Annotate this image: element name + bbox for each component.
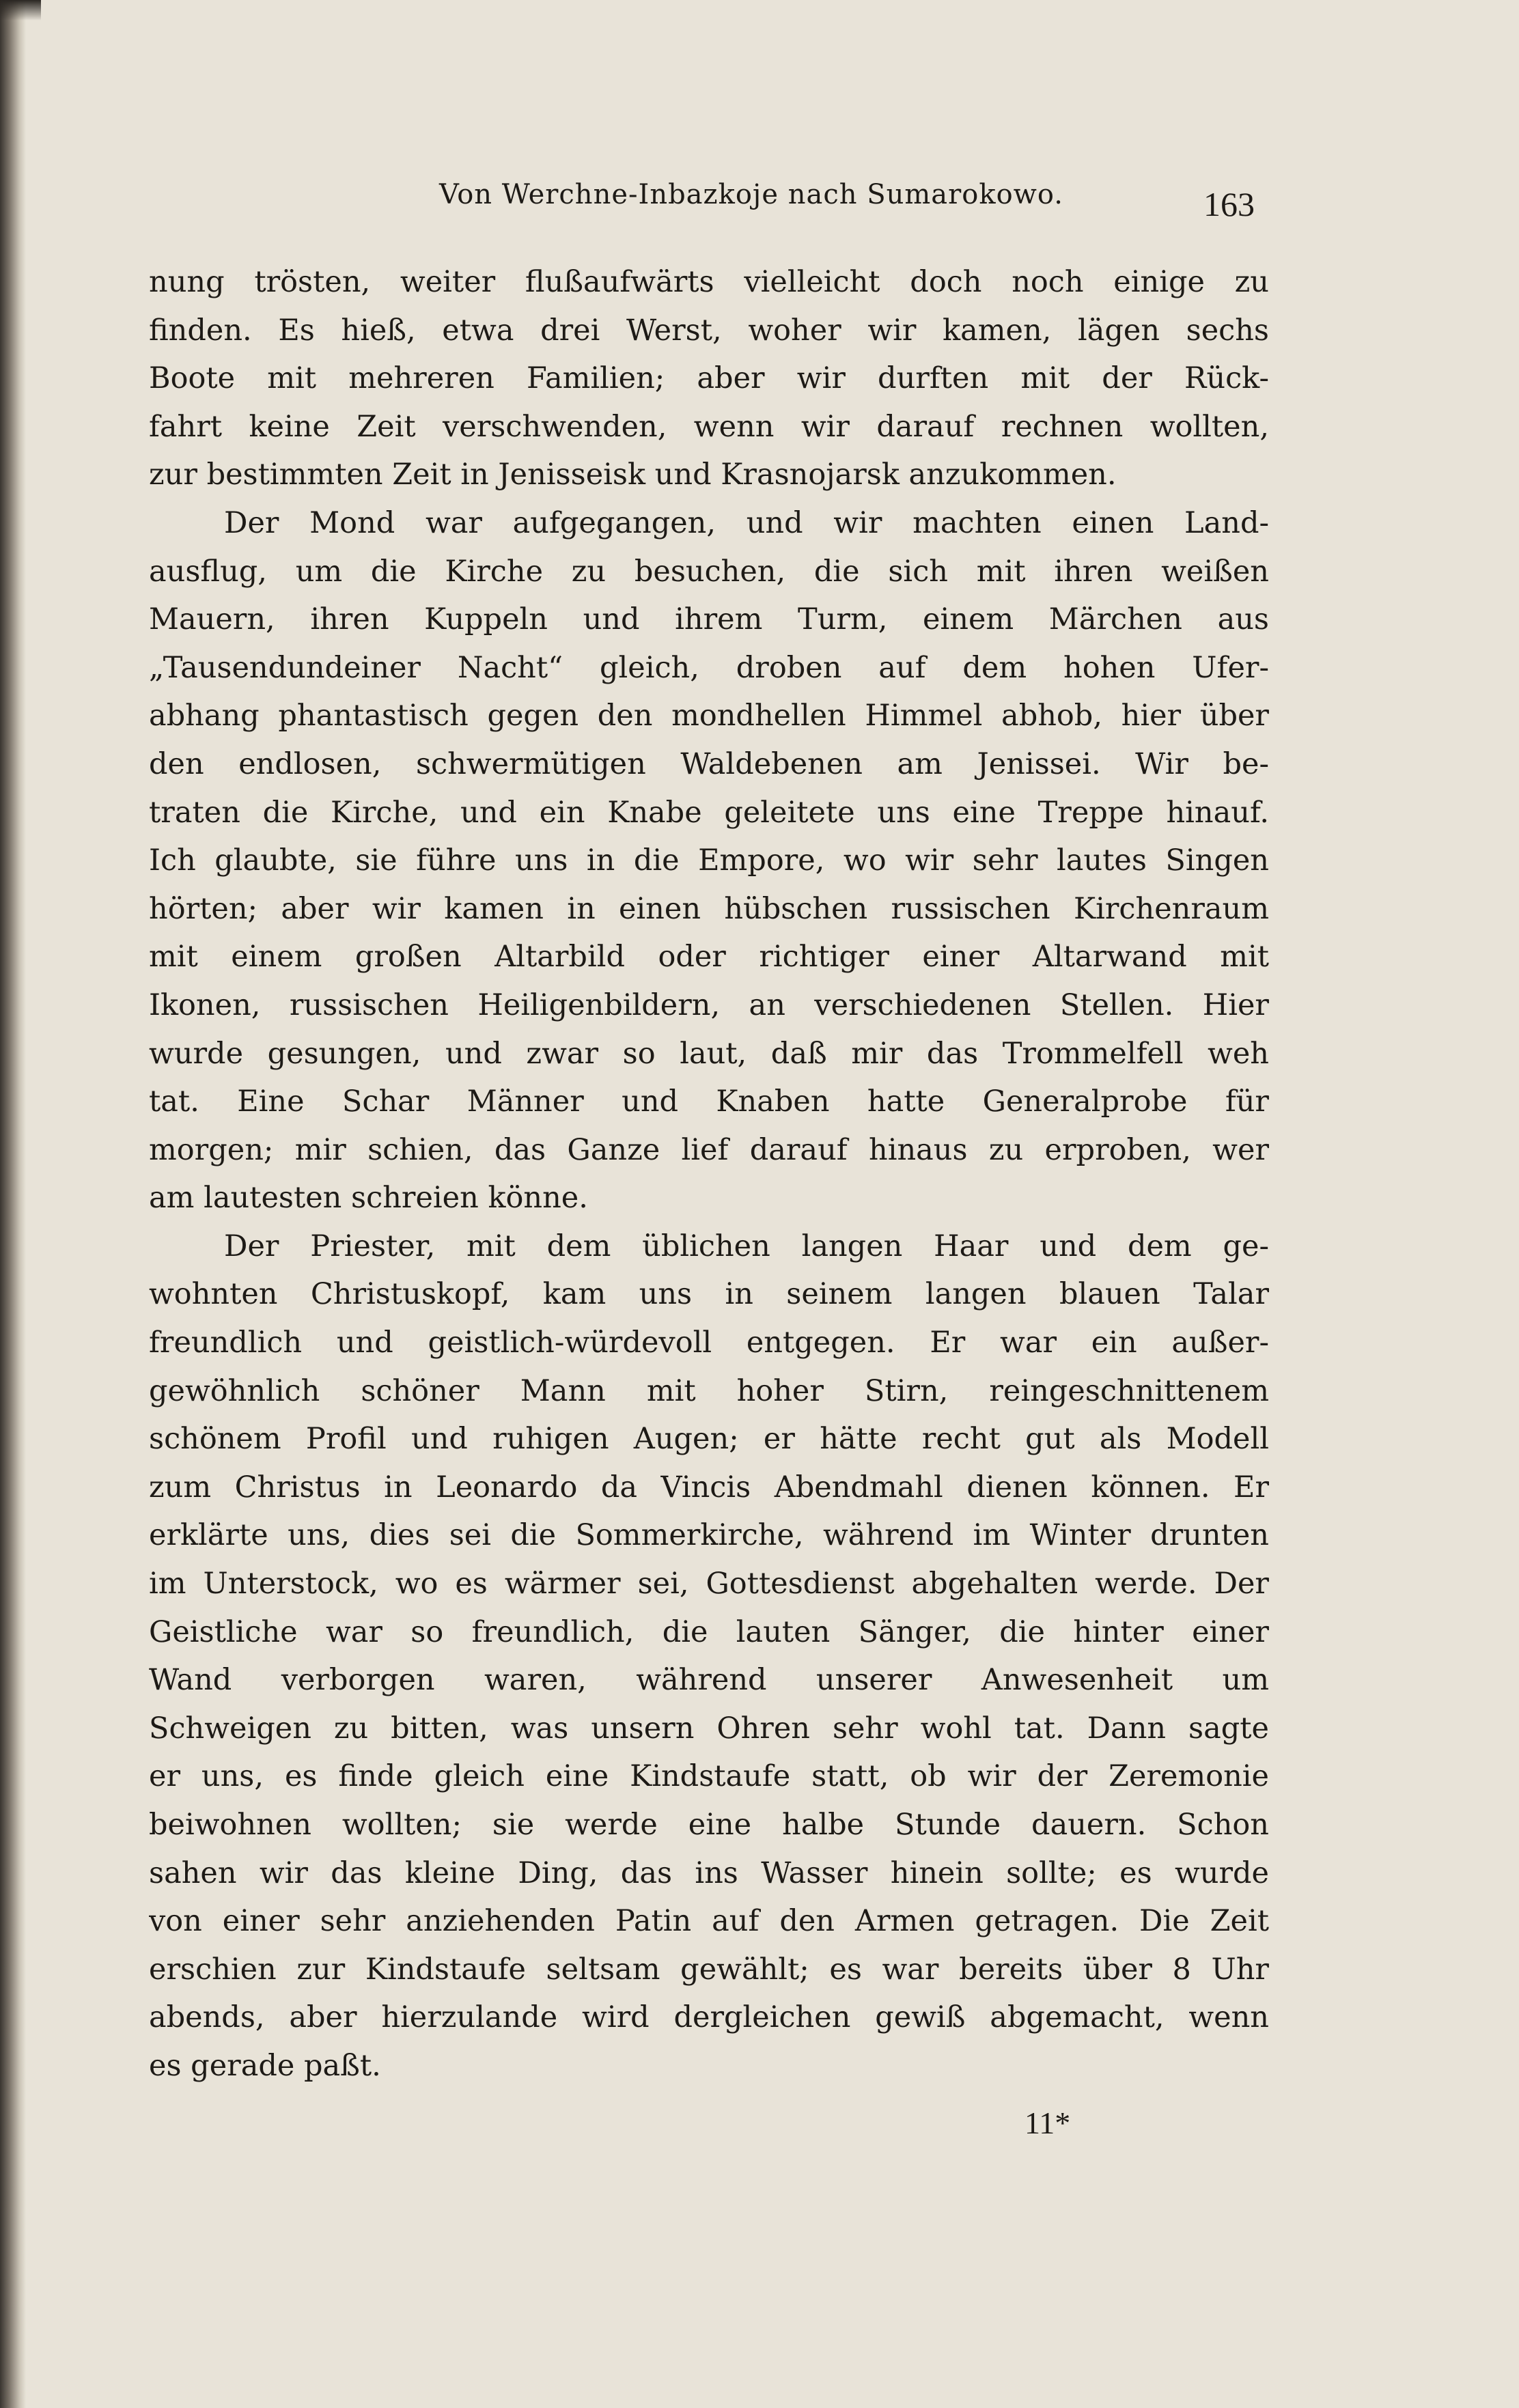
text-line: freundlich und geistlich-würdevoll entgegen. Er war ein außer-	[149, 1326, 1269, 1360]
spine-shadow	[0, 0, 26, 2408]
text-line: sahen wir das kleine Ding, das ins Wasser hinein sollte; es wurde	[149, 1856, 1269, 1890]
text-line: fahrt keine Zeit verschwenden, wenn wir darauf rechnen wollten,	[149, 409, 1269, 444]
page-number: 163	[1203, 185, 1255, 223]
text-line: erklärte uns, dies sei die Sommerkirche, während im Winter drunten	[149, 1518, 1269, 1553]
text-line: wohnten Christuskopf, kam uns in seinem langen blauen Talar	[149, 1277, 1269, 1312]
text-line: im Unterstock, wo es wärmer sei, Gottesdienst abgehalten werde. Der	[149, 1567, 1269, 1601]
text-line: traten die Kirche, und ein Knabe geleitete uns eine Treppe hinauf.	[149, 795, 1269, 830]
text-line: er uns, es finde gleich eine Kindstaufe statt, ob wir der Zeremonie	[149, 1759, 1269, 1794]
text-line: nung trösten, weiter flußaufwärts vielleicht doch noch einige zu	[149, 265, 1269, 299]
text-line: mit einem großen Altarbild oder richtiger einer Altarwand mit	[149, 940, 1269, 975]
text-line: Der Priester, mit dem üblichen langen Haar und dem ge-	[224, 1229, 1269, 1263]
text-line: „Tausendundeiner Nacht“ gleich, droben auf dem hohen Ufer-	[149, 650, 1269, 685]
text-line: wurde gesungen, und zwar so laut, daß mir das Trommelfell weh	[149, 1036, 1269, 1071]
text-line: Ikonen, russischen Heiligenbildern, an verschiedenen Stellen. Hier	[149, 988, 1269, 1022]
text-line: hörten; aber wir kamen in einen hübschen russischen Kirchenraum	[149, 891, 1269, 926]
text-line: Mauern, ihren Kuppeln und ihrem Turm, einem Märchen aus	[149, 602, 1269, 637]
text-line: Ich glaubte, sie führe uns in die Empore, wo wir sehr lautes Singen	[149, 843, 1269, 878]
text-line: Schweigen zu bitten, was unsern Ohren sehr wohl tat. Dann sagte	[149, 1711, 1269, 1746]
text-line: finden. Es hieß, etwa drei Werst, woher wir kamen, lägen sechs	[149, 313, 1269, 348]
text-line: zur bestimmten Zeit in Jenisseisk und Krasnojarsk anzukommen.	[149, 458, 1117, 492]
text-line: Boote mit mehreren Familien; aber wir durften mit der Rück-	[149, 361, 1269, 396]
text-line: morgen; mir schien, das Ganze lief darauf hinaus zu erproben, wer	[149, 1132, 1269, 1167]
text-line: abends, aber hierzulande wird dergleichen gewiß abgemacht, wenn	[149, 2000, 1269, 2035]
text-line: es gerade paßt.	[149, 2048, 381, 2083]
body-text	[149, 258, 1269, 2090]
text-line: abhang phantastisch gegen den mondhellen Himmel abhob, hier über	[149, 699, 1269, 733]
text-line: Wand verborgen waren, während unserer Anwesenheit um	[149, 1663, 1269, 1698]
text-line: Geistliche war so freundlich, die lauten Sänger, die hinter einer	[149, 1614, 1269, 1649]
text-line: schönem Profil und ruhigen Augen; er hätte recht gut als Modell	[149, 1422, 1269, 1457]
running-head: Von Werchne-Inbazkoje nach Sumarokowo.	[438, 179, 1063, 210]
text-line: zum Christus in Leonardo da Vincis Abendmahl dienen können. Er	[149, 1470, 1269, 1504]
text-line: ausflug, um die Kirche zu besuchen, die sich mit ihren weißen	[149, 554, 1269, 589]
text-line: von einer sehr anziehenden Patin auf den Armen getragen. Die Zeit	[149, 1904, 1269, 1939]
text-line: gewöhnlich schöner Mann mit hoher Stirn, reingeschnittenem	[149, 1373, 1269, 1408]
page-corner	[0, 0, 41, 20]
text-line: erschien zur Kindstaufe seltsam gewählt; es war bereits über 8 Uhr	[149, 1952, 1269, 1987]
signature-mark: 11*	[1025, 2105, 1071, 2140]
text-line: am lautesten schreien könne.	[149, 1181, 588, 1216]
text-line: beiwohnen wollten; sie werde eine halbe Stunde dauern. Schon	[149, 1808, 1269, 1842]
text-line: tat. Eine Schar Männer und Knaben hatte Generalprobe für	[149, 1084, 1269, 1119]
text-line: den endlosen, schwermütigen Waldebenen am Jenissei. Wir be-	[149, 746, 1269, 781]
text-line: Der Mond war aufgegangen, und wir machten einen Land-	[224, 505, 1269, 540]
